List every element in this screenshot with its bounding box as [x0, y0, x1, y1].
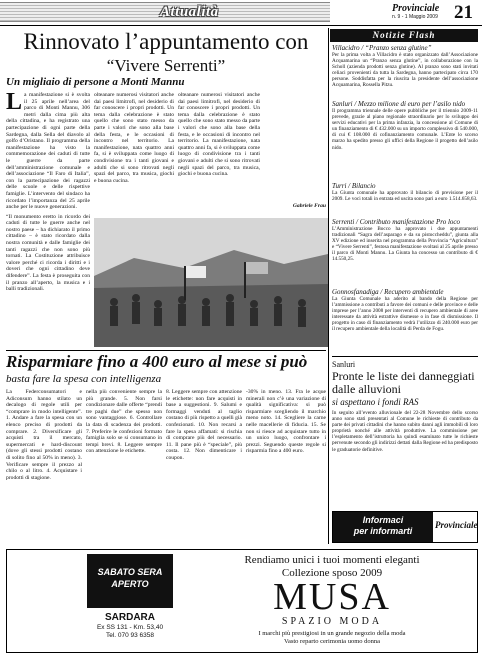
savings-column-2: nella più conveniente sempre la più grande. 5. Non farsi condizionare dalle offerte “prendi tre paghi due” che spesso non sono vantaggiose. 6. Controllare la data di scadenza dei prodotti. 7. Preferire le confezioni formato famiglia solo se si consumano in tempi brevi. 8. Leggere sempre con attenzione le etichette.: [86, 389, 162, 455]
notizie-flash-banner: Notizie Flash: [330, 29, 478, 42]
savings-subhead: basta fare la spesa con intelligenza: [6, 373, 162, 385]
sanluri-kicker: Sanluri: [332, 360, 356, 369]
sanluri-rule: [332, 356, 478, 357]
savings-column-3: 8. Leggere sempre con attenzione le etichette: non fare acquisti in base a suggestioni. 9. Salumi e formaggi venduti al taglio costano di più rispetto a quelli già confezionati. 10. Non recarsi a fare la spesa affamati: si rischia di comprare più del necessario. 11. Il pane più è “speciale”, più costa. 12. Non dimenticare i coupon.: [166, 389, 242, 461]
ad-brand: MUSA: [273, 576, 391, 618]
savings-column-4: -30% in meno. 13. Fra le acque minerali non c’è una variazione di qualità significativa: si può risparmiare scegliendo il marchio meno noto. 14. Scegliere la carne nelle macellerie di fiducia. 15. Se non si riesce ad acquistare tutto in un unico luogo, confrontare i prezzi. Seguendo queste regole si risparmia fino a 400 euro.: [246, 389, 326, 455]
ad-footer-line2: Vasto reparto cerimonia uomo donna: [283, 638, 381, 645]
header-rule: [0, 25, 482, 26]
informaci-box: [332, 511, 478, 543]
brief-title-turri: Turri / Bilancio: [332, 182, 376, 190]
feature-column-2: [94, 92, 174, 214]
brief-title-gonnosfanadiga: Gonnosfanadiga / Recupero ambientale: [332, 288, 444, 296]
feature-headline: Rinnovato l’appuntamento con: [23, 29, 309, 54]
savings-headline: Risparmiare fino a 400 euro al mese si può: [6, 352, 308, 371]
feature-col2-text: olteanare numerosi visitatori anche dai paesi limitrofi, nel desiderio di far conoscere i propri prodotti. Un tema dalla celebrazione è stato quello che sono stato messo da parte i valori che sono alla base della festa, e le occasioni di incontro nel territorio. La manifestazione, nata quattro anni fa, si è sviluppata come luogo di condivisione tra i tanti giovani e adulti che si sono ritrovati negli spazi del parco, tra musica, giochi e buona cucina.: [94, 92, 174, 184]
informaci-line2: per informarti: [353, 526, 413, 536]
sanluri-headline: Pronte le liste dei danneggiati dalle alluvioni: [332, 369, 475, 396]
ad-collection: Collezione sposo 2009: [281, 567, 383, 579]
ad-tagline: Rendiamo unici i tuoi momenti eleganti: [244, 554, 420, 566]
page-header: [0, 0, 482, 26]
crowd-photo-illustration: [94, 218, 328, 347]
brief-body-turri: La Giunta comunale ha approvato il bilancio di previsione per il 2009. Le voci totali in entrata ed uscita sono pari a euro 1.514.658,63.: [332, 190, 478, 203]
brief-body-gonnosfanadiga: La Giunta Comunale ha aderito al bando della Regione per l’ammissione a contributi a favore dei comuni e delle province e delle imprese per l’anno 2008 per interventi di recupero ambientale di aree interessate da attività estrattive dismesse o in fase di dismissione. Il progetto in caso di finanziamento vedrà l’utilizzo di 240.000 euro per il recupero ambientale della località di Perda de Fogu.: [332, 296, 478, 333]
informaci-label: [333, 512, 433, 542]
event-photo: [94, 218, 328, 347]
brief-title-sanluri: Sanluri / Mezzo milione di euro per l’asilo nido: [332, 100, 466, 108]
feature-kicker: Un migliaio di persone a Monti Mannu: [6, 76, 185, 88]
section-banner: [0, 2, 330, 22]
issue-date: n. 9 - 1 Maggio 2009: [392, 14, 438, 20]
masthead-logo: Provinciale: [392, 3, 440, 14]
brief-body-villacidro: Per la prima volta a Villacidro è stato organizzato dall’Associazione Acquamarina un “Pranzo senza glutine”, in collaborazione con la Scholl (azienda prodotti senza glutine). Al pranzo sono stati invitati celiaci provenienti da tutta la Sardegna, hanno partecipato circa 170 persone. Soddisfatta per la riuscita la presidente dell’associazione Acquamarina, Rossella Pitzu.: [332, 52, 478, 89]
brief-title-serrenti: Serrenti / Contributo manifestazione Pro loco: [332, 218, 461, 226]
store-street: Ex SS 131 - Km. 53,40: [96, 624, 164, 631]
opening-line2: APERTO: [111, 579, 149, 589]
feature-column-3: [178, 92, 260, 214]
musa-advertisement: [6, 549, 478, 653]
ad-brand-sub: SPAZIO MODA: [281, 616, 383, 627]
ad-footer-line1: I marchi più prestigiosi in un grande negozio della moda: [258, 630, 406, 637]
savings-top-rule: [6, 350, 326, 351]
opening-hours-box: [87, 554, 173, 608]
feature-headline-2: “Vivere Serrenti”: [106, 56, 226, 75]
store-address: [83, 624, 177, 640]
informaci-logo: Provinciale: [435, 520, 478, 530]
store-phone: Tel. 070 93 6358: [105, 632, 155, 639]
informaci-line1: Informaci: [362, 515, 404, 525]
feature-col3-text: olteanare numerosi visitatori anche dai paesi limitrofi, nel desiderio di far conoscere i propri prodotti. Un tema dalla celebrazione è stato quello che sono stato messo da parte i valori che sono alla base della festa, e le occasioni di incontro nel territorio. La manifestazione, nata quattro anni fa, si è sviluppata come luogo di condivisione tra i tanti giovani e adulti che si sono ritrovati negli spazi del parco, tra musica, giochi e buona cucina.: [178, 92, 260, 178]
feature-col1b-text: “Il monumento eretto in ricordo dei caduti di tutte le guerre anche nel nostro paese – ha dichiarato il primo cittadino – è stato ricordato dalla nostra comunità e dalle famiglie dei tanti ragazzi che non sono più tornati. La Costituzione attribuisce valore perché ci ricorda i diritti e i doveri che ogni cittadino deve difendere”. La festa è proseguita con il pranzo all’aperto, la musica e i balli tradizionali.: [6, 213, 90, 293]
feature-signature: Gabriele Frau: [292, 203, 326, 209]
column-divider: [328, 28, 329, 544]
sanluri-subhead: si aspettano i fondi RAS: [332, 397, 419, 407]
opening-line1: SABATO SERA: [97, 567, 163, 577]
page-number: 21: [454, 2, 473, 23]
ad-footer: [187, 630, 477, 646]
feature-column-1: [6, 92, 90, 344]
brief-body-sanluri: Il programma triennale delle opere pubbliche per il triennio 2009-11 prevede, grazie al piano regionale straordinario per lo sviluppo dei servizi educativi per la prima infanzia, la concessione al Comune di un finanziamento di € 432.000 su un importo complessivo di 540.000, di cui € 108.000 di cofinanziamento comunale. L’Ente lo scorso marzo ha spedito presso gli uffici della Regione il progetto dell’asilo nido.: [332, 108, 478, 151]
brief-title-villacidro: Villacidro / “Pranzo senza glutine”: [332, 44, 432, 52]
section-title: Attualità: [160, 4, 219, 20]
sanluri-body: In seguito all’evento alluvionale del 22-28 Novembre dello scorso anno sono stati presentati al Comune le richieste di contributo da parte dei privati cittadini che hanno subìto danni agli immobili di loro proprietà nonché alle attività produttive. La commissione per l’espletamento dell’istruttoria ha quindi esaminato tutte le richieste pervenute secondo gli indirizzi dettati dalla Regione ed ha predisposto le graduatorie definitive.: [332, 410, 478, 453]
savings-column-1: La Federconsumatori e Adiconsum hanno stilato un decalogo di regole utili per “comprare in modo intelligente”. 1. Andare a fare la spesa con un elenco preciso di prodotti da comprare. 2. Diversificare gli acquisti tra il mercato, supermercati e hard-discount (dove gli stessi prodotti costano di solito fino al 50% in meno). 3. Verificare sempre il prezzo al chilo o al litro. 4. Acquistare i prodotti di stagione.: [6, 389, 82, 481]
feature-col1-text: a manifestazione si è svolta il 25 aprile nell’area del parco di Monti Mannu, 306 metri dalla cima più alta della cittadina, e ha registrato una partecipazione di ogni parte della Sardegna, dalla Sella del diavolo al golfo d’Oristano. Il programma della manifestazione ha visto la commemorazione dei caduti di tutte le guerre da parte dell’amministrazione comunale e dell’associazione “Il Faro di Italia”, con la partecipazione dei ragazzi delle scuole e delle rispettive famiglie. L’intervento del sindaco ha ricordato l’importanza del 25 aprile anche per le nuove generazioni.: [6, 92, 90, 211]
store-town: SARDARA: [105, 612, 155, 623]
dropcap: L: [6, 92, 23, 115]
brief-body-serrenti: L’Amministrazione Bocco ha approvato i due appuntamenti tradizionali “Sagra dell’asparago e da su pistoccheddu”, giunta alla XV edizione ed inserita nel programma della Provincia “Agricultura” e “Vivere Serrenti”, festosa manifestazione svoltasi al 25 aprile presso il parco di Monti Mannu. La Giunta ha concesso un contributo di € 14.550,25.: [332, 226, 478, 263]
